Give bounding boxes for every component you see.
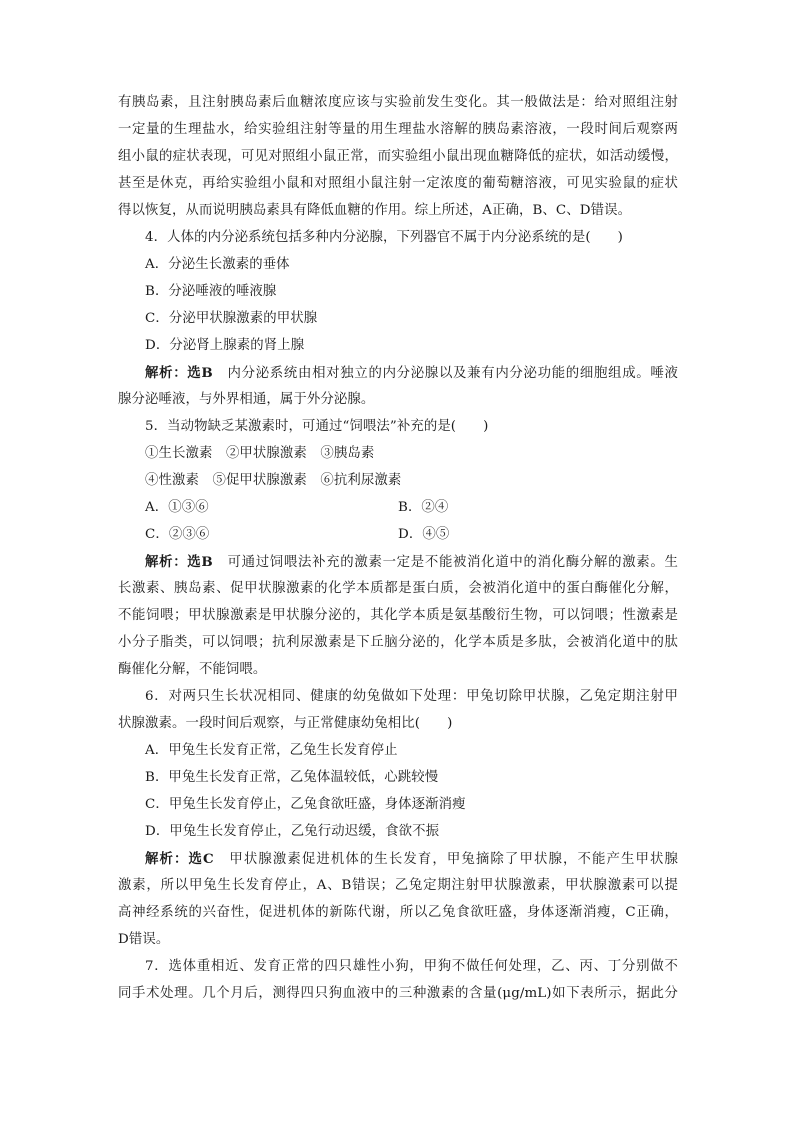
question-6-option-a: A．甲兔生长发育正常，乙兔生长发育停止 xyxy=(145,743,398,758)
paragraph-line: 长激素、胰岛素、促甲状腺激素的化学本质都是蛋白质，会被消化道中的蛋白酶催化分解， xyxy=(118,581,678,596)
analysis-answer: 选B xyxy=(187,554,213,570)
paragraph-line: 酶催化分解，不能饲喂。 xyxy=(118,662,267,677)
analysis-text: 甲状腺激素促进机体的生长发育，甲兔摘除了甲状腺，不能产生甲状腺 xyxy=(213,852,678,867)
paragraph-line: 激素，所以甲兔生长发育停止，A、B错误；乙兔定期注射甲状腺激素，甲状腺激素可以提 xyxy=(118,878,678,893)
question-6-stem: 6．对两只生长状况相同、健康的幼兔做如下处理：甲兔切除甲状腺，乙兔定期注射甲 xyxy=(145,689,678,704)
question-6-option-d: D．甲兔生长发育停止，乙兔行动迟缓，食欲不振 xyxy=(145,824,440,839)
question-4-option-d: D．分泌肾上腺素的肾上腺 xyxy=(145,338,305,353)
question-5-option-d: D．④⑤ xyxy=(398,527,450,542)
question-7-stem: 同手术处理。几个月后，测得四只狗血液中的三种激素的含量(μg/mL)如下表所示，据此分 xyxy=(118,986,678,1001)
analysis-label: 解析： xyxy=(145,851,189,867)
paragraph-line: D错误。 xyxy=(118,932,170,947)
question-4-option-c: C．分泌甲状腺激素的甲状腺 xyxy=(145,311,318,326)
question-6-option-c: C．甲兔生长发育停止，乙兔食欲旺盛，身体逐渐消瘦 xyxy=(145,797,466,812)
question-5-items: ①生长激素 ②甲状腺激素 ③胰岛素 xyxy=(145,446,375,461)
paragraph-line: 甚至是休克，再给实验组小鼠和对照组小鼠注射一定浓度的葡萄糖溶液，可见实验鼠的症状 xyxy=(118,176,678,191)
question-6-option-b: B．甲兔生长发育正常，乙兔体温较低，心跳较慢 xyxy=(145,770,439,785)
paragraph-line: 不能饲喂；甲状腺激素是甲状腺分泌的，其化学本质是氨基酸衍生物，可以饲喂；性激素是 xyxy=(118,608,678,623)
question-4-analysis xyxy=(145,364,678,383)
paragraph-line: 组小鼠的症状表现，可见对照组小鼠正常，而实验组小鼠出现血糖降低的症状，如活动缓慢， xyxy=(118,149,678,164)
analysis-answer: 选B xyxy=(187,365,213,381)
question-5-option-a: A．①③⑥ xyxy=(145,500,209,515)
question-5-options-row xyxy=(145,526,678,544)
paragraph-line: 一定量的生理盐水，给实验组注射等量的用生理盐水溶解的胰岛素溶液，一段时间后观察两 xyxy=(118,122,678,137)
question-4-option-b: B．分泌唾液的唾液腺 xyxy=(145,284,277,299)
analysis-text: 内分泌系统由相对独立的内分泌腺以及兼有内分泌功能的细胞组成。唾液 xyxy=(212,366,678,381)
paragraph-line: 小分子脂类，可以饲喂；抗利尿激素是下丘脑分泌的，化学本质是多肽，会被消化道中的肽 xyxy=(118,635,678,650)
question-5-stem: 5．当动物缺乏某激素时，可通过“饲喂法”补充的是( ) xyxy=(145,419,489,434)
question-6-stem: 状腺激素。一段时间后观察，与正常健康幼兔相比( ) xyxy=(118,716,453,731)
paragraph-line: 有胰岛素，且注射胰岛素后血糖浓度应该与实验前发生变化。其一般做法是：给对照组注射 xyxy=(118,95,678,110)
paragraph-line: 高神经系统的兴奋性，促进机体的新陈代谢，所以乙兔食欲旺盛，身体逐渐消瘦，C正确， xyxy=(118,905,678,920)
question-4-stem: 4．人体的内分泌系统包括多种内分泌腺，下列器官不属于内分泌系统的是( ) xyxy=(145,230,623,245)
question-7-stem: 7．选体重相近、发育正常的四只雄性小狗，甲狗不做任何处理，乙、丙、丁分别做不 xyxy=(145,959,678,974)
analysis-answer: 选C xyxy=(188,851,214,867)
question-5-options-row xyxy=(145,499,678,517)
question-4-option-a: A．分泌生长激素的垂体 xyxy=(145,257,290,272)
paragraph-line: 腺分泌唾液，与外界相通，属于外分泌腺。 xyxy=(118,392,375,407)
question-5-option-b: B．②④ xyxy=(398,500,449,515)
question-5-option-c: C．②③⑥ xyxy=(145,527,210,542)
question-6-analysis xyxy=(145,850,678,869)
analysis-text: 可通过饲喂法补充的激素一定是不能被消化道中的消化酶分解的激素。生 xyxy=(212,555,678,570)
question-5-items: ④性激素 ⑤促甲状腺激素 ⑥抗利尿激素 xyxy=(145,473,402,488)
question-5-analysis xyxy=(145,553,678,572)
analysis-label: 解析： xyxy=(145,365,188,381)
analysis-label: 解析： xyxy=(145,554,188,570)
paragraph-line: 得以恢复，从而说明胰岛素具有降低血糖的作用。综上所述，A正确，B、C、D错误。 xyxy=(118,203,632,218)
